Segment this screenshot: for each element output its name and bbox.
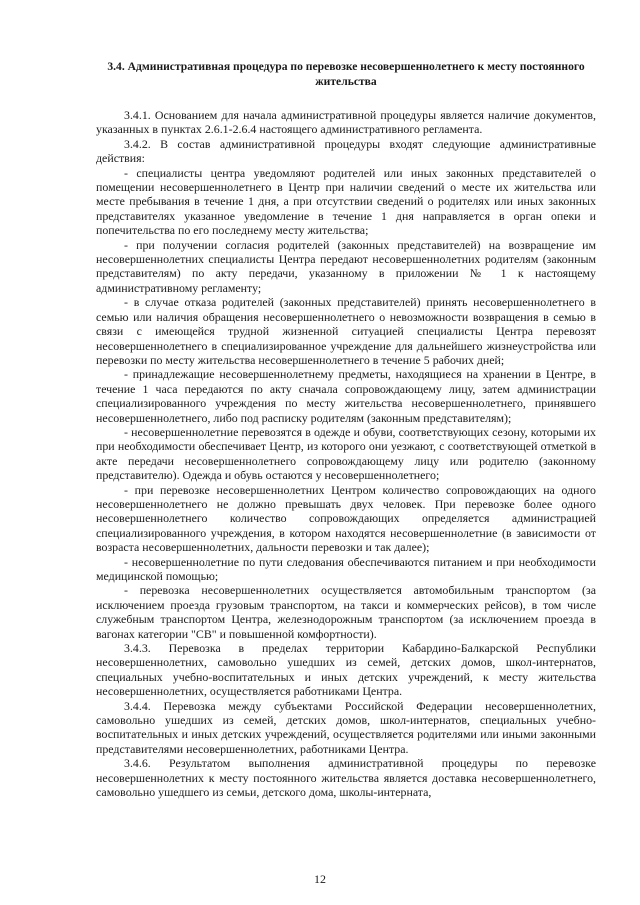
section-heading: 3.4. Административная процедура по перевозке несовершеннолетнего к месту постоянного жительства	[107, 60, 585, 88]
paragraph-3-4-3: 3.4.3. Перевозка в пределах территории Кабардино-Балкарской Республики несовершеннолетних, самовольно ушедших из семей, детских домов, школ-интернатов, специальных учебно-воспитательных и иных детских учреждений, к месту жительства несовершеннолетних, осуществляется работниками Центра.	[96, 641, 596, 699]
paragraph-3-4-4: 3.4.4. Перевозка между субъектами Российской Федерации несовершеннолетних, самовольно ушедших из семей, детских домов, школ-интернатов, специальных учебно-воспитательных и иных детских учреждений, осуществляется родителями или иными законными представителями несовершеннолетних, работниками Центра.	[96, 698, 596, 756]
paragraph-3-4-6: 3.4.6. Результатом выполнения административной процедуры по перевозке несовершеннолетних к месту постоянного жительства является доставка несовершеннолетнего, самовольно ушедшего из семьи, детского дома, школы-интерната,	[96, 756, 596, 800]
list-item-notify-parents: - специалисты центра уведомляют родителей или иных законных представителей о помещении несовершеннолетнего в Центр при наличии сведений о месте их жительства или месте пребывания в течение 1 дня, а при отсутствии сведений о родителях или иных законных представителях указанное уведомление в течение 1 дня направляется в орган опеки и попечительства по его последнему месту жительства;	[96, 165, 596, 238]
list-item-food-medical: - несовершеннолетние по пути следования обеспечиваются питанием и при необходимости медицинской помощью;	[96, 554, 596, 583]
list-item-escorts: - при перевозке несовершеннолетних Центром количество сопровождающих на одного несовершеннолетнего не должно превышать двух человек. При перевозке более одного несовершеннолетнего количество сопровождающих определяется администрацией специализированного учреждения, в котором находятся несовершеннолетние (в зависимости от возраста несовершеннолетних, дальности перевозки и так далее);	[96, 482, 596, 555]
document-body	[96, 108, 596, 800]
list-item-transport: - перевозка несовершеннолетних осуществляется автомобильным транспортом (за исключением проезда грузовым транспортом, на такси и коммерческих рейсов), в том числе служебным транспортом Центра, железнодорожным транспортом (за исключением проезда в вагонах категории "СВ" и повышенной комфортности).	[96, 583, 596, 641]
list-item-clothing: - несовершеннолетние перевозятся в одежде и обуви, соответствующих сезону, которыми их при необходимости обеспечивает Центр, из которого они уезжают, с соответствующей отметкой в акте передачи несовершеннолетнего сопровождающему лицу или родителю (законному представителю). Одежда и обувь остаются у несовершеннолетнего;	[96, 424, 596, 483]
document-page	[96, 60, 596, 800]
page-number: 12	[314, 872, 326, 886]
list-item-belongings: - принадлежащие несовершеннолетнему предметы, находящиеся на хранении в Центре, в течение 1 часа передаются по акту сначала сопровождающему лицу, затем администрации специализированного учреждения по месту жительства несовершеннолетнего, принявшего несовершеннолетнего, либо под расписку родителям (законным представителям);	[96, 367, 596, 425]
paragraph-3-4-1: 3.4.1. Основанием для начала административной процедуры является наличие документов, указанных в пунктах 2.6.1-2.6.4 настоящего административного регламента.	[96, 108, 596, 137]
list-item-parent-consent: - при получении согласия родителей (законных представителей) на возвращение им несовершеннолетних специалисты Центра передают несовершеннолетних родителям (законным представителям) по акту передачи, указанному в приложении № 1 к настоящему административному регламенту;	[96, 237, 596, 295]
list-item-parent-refusal: - в случае отказа родителей (законных представителей) принять несовершеннолетнего в семью или наличия обращения несовершеннолетнего о невозможности возвращения в семью в связи с имеющейся трудной жизненной ситуацией специалисты Центра перевозят несовершеннолетнего в специализированное учреждение для дальнейшего жизнеустройства или перевозки по месту жительства несовершеннолетнего в течение 5 рабочих дней;	[96, 295, 596, 367]
paragraph-3-4-2: 3.4.2. В состав административной процедуры входят следующие административные действия:	[96, 136, 596, 166]
